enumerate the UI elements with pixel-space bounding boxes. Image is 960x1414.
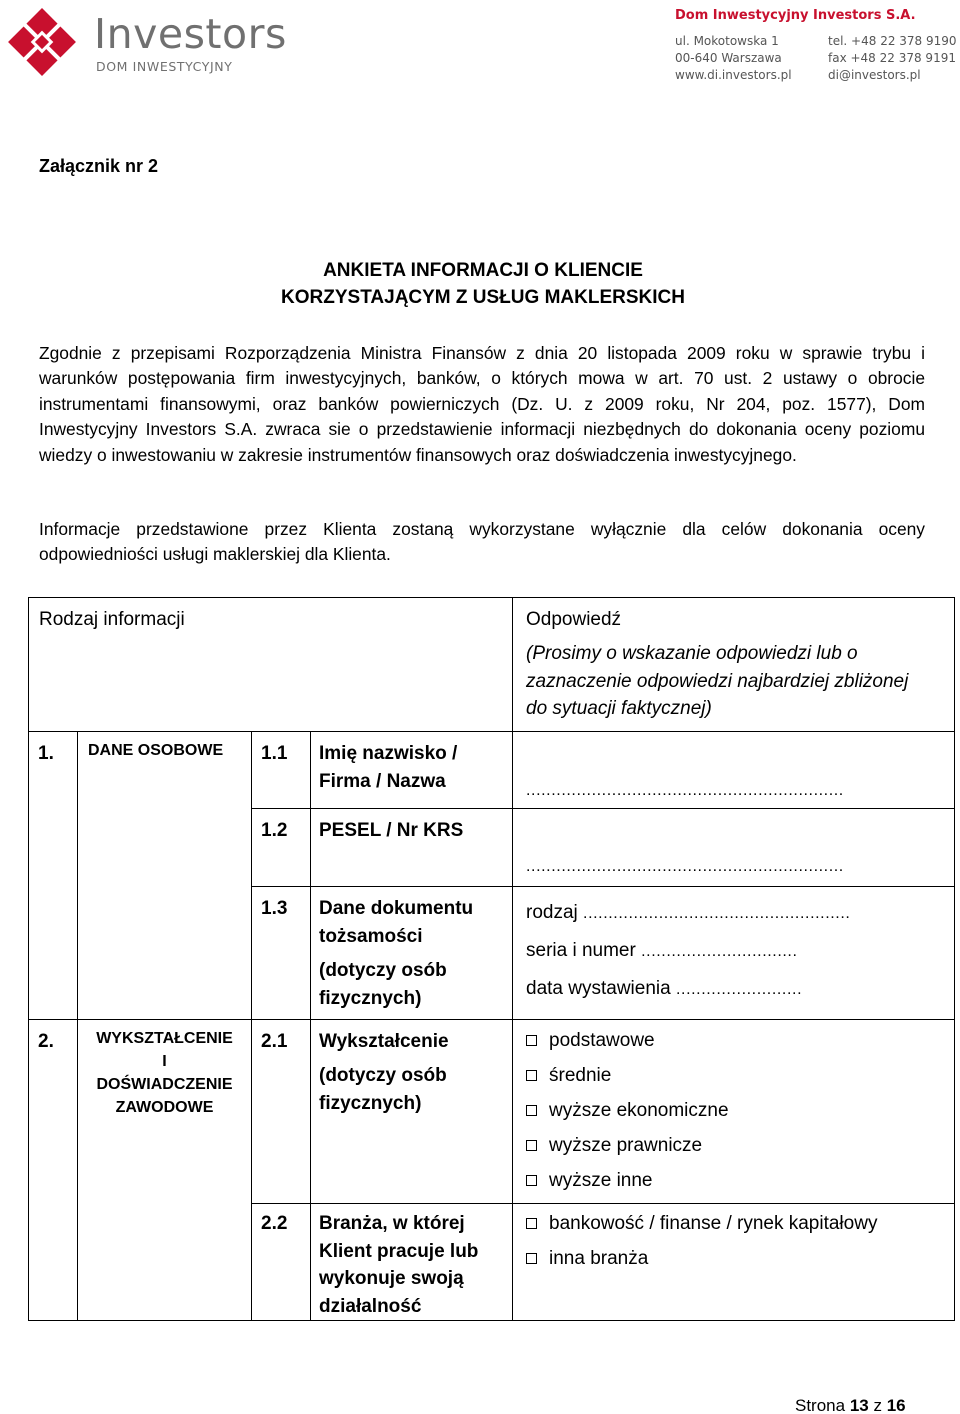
option-label: wyższe prawnicze xyxy=(549,1135,703,1156)
item-label: Branża, w której Klient pracuje lub wykonuje swoją działalność xyxy=(319,1213,479,1317)
investors-logo-icon xyxy=(4,4,80,80)
company-address xyxy=(675,33,792,84)
item-label: Wykształcenie xyxy=(319,1031,449,1052)
answer-field-name[interactable]: ............................................................... xyxy=(526,782,844,799)
item-label: Dane dokumentu tożsamości xyxy=(319,898,474,947)
option-label: inna branża xyxy=(549,1248,649,1269)
address-line: 00-640 Warszawa xyxy=(675,51,782,65)
item-number: 2.1 xyxy=(261,1031,288,1052)
field-dots: ............................... xyxy=(641,943,798,960)
industry-option[interactable] xyxy=(526,1212,877,1236)
column-header-note: (Prosimy o wskazanie odpowiedzi lub o zaznaczenie odpowiedzi najbardziej zbliżonej do sytuacji faktycznej) xyxy=(526,643,909,719)
section-name-line: WYKSZTAŁCENIE xyxy=(96,1030,233,1047)
field-label: data wystawienia xyxy=(526,978,671,999)
item-label: PESEL / Nr KRS xyxy=(319,820,464,841)
attachment-label: Załącznik nr 2 xyxy=(39,156,159,176)
item-number: 1.2 xyxy=(261,820,288,841)
checkbox-icon[interactable] xyxy=(526,1140,537,1151)
education-option[interactable] xyxy=(526,1099,729,1123)
intro-paragraph: Zgodnie z przepisami Rozporządzenia Ministra Finansów z dnia 20 listopada 2009 roku w sprawie trybu i warunków postępowania firm inwestycyjnych, banków, o których mowa w art. 70 ust. 2 ustawy o obrocie instrumentami finansowymi, oraz banków powierniczych (Dz. U. z 2009 roku, Nr 204, poz. 1577), Dom Inwestycyjny Investors S.A. zwraca sie o przedstawienie informacji niezbędnych do dokonania oceny poziomu wiedzy o inwestowaniu w zakresie instrumentów finansowych oraz doświadczenia inwestycyjnego. xyxy=(39,343,925,465)
industry-option[interactable] xyxy=(526,1247,648,1271)
address-line: ul. Mokotowska 1 xyxy=(675,34,779,48)
item-label: Imię nazwisko / Firma / Nazwa xyxy=(319,743,458,792)
id-number-field[interactable] xyxy=(526,937,798,966)
checkbox-icon[interactable] xyxy=(526,1253,537,1264)
page-separator: z xyxy=(873,1396,882,1414)
section-number: 1. xyxy=(38,743,54,764)
education-option[interactable] xyxy=(526,1029,655,1053)
column-header-answer: Odpowiedź xyxy=(526,609,622,630)
checkbox-icon[interactable] xyxy=(526,1105,537,1116)
checkbox-icon[interactable] xyxy=(526,1175,537,1186)
section-name-line: ZAWODOWE xyxy=(115,1099,214,1116)
logo-wordmark: Investors xyxy=(94,10,287,58)
purpose-paragraph: Informacje przedstawione przez Klienta zostaną wykorzystane wyłącznie dla celów dokonania oceny odpowiedniości usługi maklerskiej dla Klienta. xyxy=(39,519,925,565)
id-type-field[interactable] xyxy=(526,899,850,928)
field-label: rodzaj xyxy=(526,902,578,923)
field-label: seria i numer xyxy=(526,940,636,961)
page-number xyxy=(795,1396,906,1414)
website-link[interactable]: www.di.investors.pl xyxy=(675,68,792,82)
field-dots: ..................................................... xyxy=(583,905,851,922)
company-contact xyxy=(828,33,957,84)
item-number: 2.2 xyxy=(261,1213,288,1234)
total-pages: 16 xyxy=(886,1396,906,1414)
section-name: DANE OSOBOWE xyxy=(88,742,224,759)
page-prefix: Strona xyxy=(795,1396,846,1414)
item-number: 1.3 xyxy=(261,898,288,919)
field-dots: ......................... xyxy=(675,981,803,998)
section-name-line: DOŚWIADCZENIE xyxy=(96,1076,233,1093)
checkbox-icon[interactable] xyxy=(526,1070,537,1081)
answer-field-pesel[interactable]: ............................................................... xyxy=(526,858,844,875)
document-title xyxy=(0,257,960,311)
option-label: podstawowe xyxy=(549,1030,655,1051)
id-issue-date-field[interactable] xyxy=(526,975,802,1004)
current-page: 13 xyxy=(849,1396,869,1414)
phone-number: tel. +48 22 378 9190 xyxy=(828,34,957,48)
education-option[interactable] xyxy=(526,1169,653,1193)
section-name-line: I xyxy=(162,1053,167,1070)
title-line-1: ANKIETA INFORMACJI O KLIENCIE xyxy=(323,260,643,281)
company-name: Dom Inwestycyjny Investors S.A. xyxy=(675,8,916,23)
fax-number: fax +48 22 378 9191 xyxy=(828,51,956,65)
item-sublabel: (dotyczy osób fizycznych) xyxy=(319,960,447,1009)
title-line-2: KORZYSTAJĄCYM Z USŁUG MAKLERSKICH xyxy=(281,287,685,308)
option-label: bankowość / finanse / rynek kapitałowy xyxy=(549,1213,878,1234)
education-option[interactable] xyxy=(526,1064,611,1088)
logo-subline: DOM INWESTYCYJNY xyxy=(96,59,233,74)
checkbox-icon[interactable] xyxy=(526,1218,537,1229)
education-option[interactable] xyxy=(526,1134,702,1158)
option-label: średnie xyxy=(549,1065,612,1086)
item-sublabel: (dotyczy osób fizycznych) xyxy=(319,1065,447,1114)
email-link[interactable]: di@investors.pl xyxy=(828,68,921,82)
option-label: wyższe ekonomiczne xyxy=(549,1100,729,1121)
option-label: wyższe inne xyxy=(549,1170,653,1191)
column-header-info-type: Rodzaj informacji xyxy=(39,609,185,630)
section-name xyxy=(78,1027,251,1119)
item-number: 1.1 xyxy=(261,743,288,764)
checkbox-icon[interactable] xyxy=(526,1035,537,1046)
section-number: 2. xyxy=(38,1031,54,1052)
